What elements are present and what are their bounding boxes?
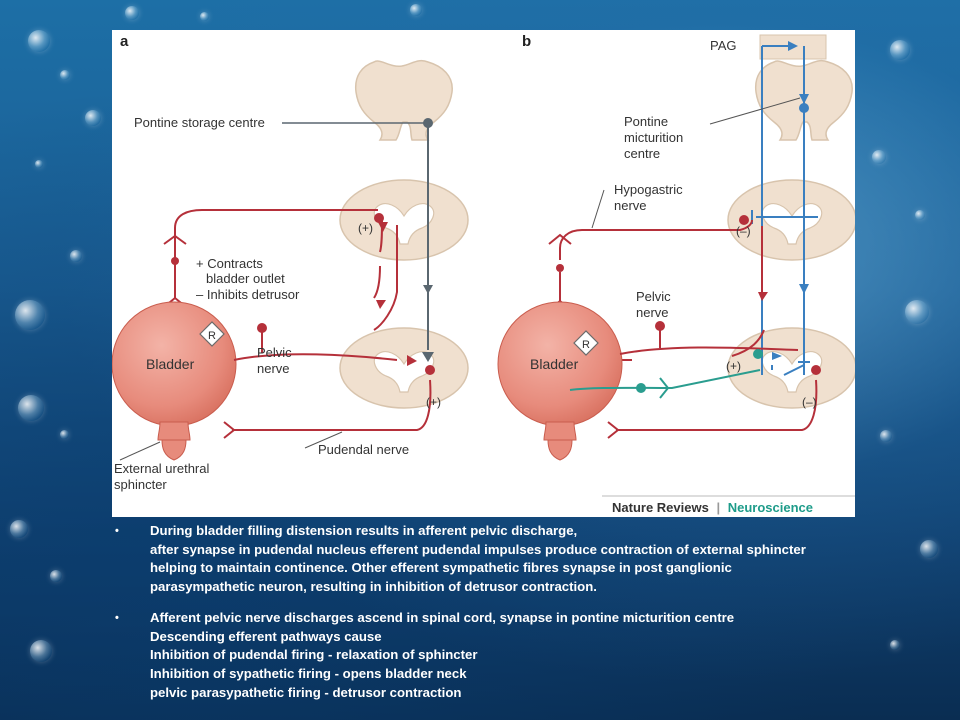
background-bubble <box>60 430 69 439</box>
plus-upper-a: (+) <box>358 221 373 235</box>
panel-b-label: b <box>522 33 532 50</box>
bladder-label-a: Bladder <box>146 356 195 372</box>
minus-upper-b: (–) <box>736 224 751 238</box>
background-bubble <box>890 640 900 650</box>
bullet-line: During bladder filling distension results in afferent pelvic discharge, <box>150 523 578 538</box>
minus-lower-b: (–) <box>802 395 817 409</box>
background-bubble <box>60 70 70 80</box>
background-bubble <box>10 520 28 538</box>
svg-text:R: R <box>582 339 590 351</box>
pelvic-nerve-label-b-1: Pelvic <box>636 289 671 304</box>
background-bubble <box>15 300 45 330</box>
pelvic-nerve-label-a-2: nerve <box>257 361 290 376</box>
background-bubble <box>18 395 44 421</box>
pontine-micturition-label-3: centre <box>624 146 661 161</box>
bullet-line: helping to maintain continence. Other efferent sympathetic fibres synapse in post ganglionic <box>150 560 732 576</box>
background-bubble <box>70 250 82 262</box>
sphincter-pointer-a <box>120 442 160 460</box>
bullet-marker: • <box>115 525 119 537</box>
bullet-item <box>112 522 852 597</box>
background-bubble <box>200 12 209 21</box>
background-bubble <box>125 6 139 20</box>
spinal-section-lower-b <box>728 328 855 408</box>
background-bubble <box>880 430 892 442</box>
background-bubble <box>890 40 910 60</box>
background-bubble <box>28 30 50 52</box>
spinal-section-lower-a <box>340 328 468 408</box>
bladder-b <box>498 302 622 460</box>
pons-shape-a <box>356 61 453 140</box>
background-bubble <box>872 150 886 164</box>
bladder-a <box>112 302 236 460</box>
credit-journal: Nature Reviews | Neuroscience <box>612 500 813 515</box>
contracts-line-2: bladder outlet <box>206 271 285 286</box>
bladder-label-b: Bladder <box>530 356 579 372</box>
hypogastric-nerve-label-2: nerve <box>614 198 647 213</box>
pontine-storage-label: Pontine storage centre <box>134 115 265 130</box>
bullet-marker: • <box>115 611 119 624</box>
background-bubble <box>50 570 62 582</box>
plus-lower-a: (+) <box>426 395 441 409</box>
urethral-sphincter-label-1: External urethral <box>114 461 210 476</box>
bullet-line: parasympathetic neuron, resulting in inhibition of detrusor contraction. <box>150 579 597 595</box>
bladder-neural-control-figure <box>112 30 855 517</box>
bullet-line: after synapse in pudendal nucleus efferent pudendal impulses produce contraction of external sphincter <box>150 541 806 557</box>
background-bubble <box>35 160 43 168</box>
background-bubble <box>905 300 929 324</box>
bullet-line: pelvic parasypathetic firing - detrusor contraction <box>150 684 462 700</box>
background-bubble <box>920 540 938 558</box>
spinal-section-upper-a <box>340 180 468 260</box>
contracts-line-3: – Inhibits detrusor <box>196 287 300 302</box>
pontine-micturition-label-1: Pontine <box>624 114 669 129</box>
panel-a-label: a <box>120 33 129 50</box>
svg-text:R: R <box>208 330 216 342</box>
background-bubble <box>410 4 422 16</box>
urethral-sphincter-label-2: sphincter <box>114 477 167 492</box>
notes-text <box>112 522 852 714</box>
pontine-micturition-label-2: micturition <box>624 130 684 145</box>
contracts-line-1: + Contracts <box>196 256 263 271</box>
bullet-line: Inhibition of pudendal firing - relaxation of sphincter <box>150 647 478 663</box>
bullet-item <box>112 609 852 703</box>
pelvic-nerve-label-b-2: nerve <box>636 305 669 320</box>
pudendal-nerve-label: Pudendal nerve <box>318 442 410 457</box>
background-bubble <box>30 640 52 662</box>
background-bubble <box>915 210 925 220</box>
pelvic-nerve-label-a-1: Pelvic <box>257 345 292 360</box>
bullet-line: Afferent pelvic nerve discharges ascend in spinal cord, synapse in pontine micturition centre <box>150 609 735 625</box>
bullet-line: Descending efferent pathways cause <box>150 628 382 644</box>
plus-lower-b: (+) <box>726 359 741 373</box>
background-bubble <box>85 110 101 126</box>
pag-label: PAG <box>710 38 737 53</box>
bullet-line: Inhibition of sypathetic firing - opens bladder neck <box>150 665 467 681</box>
hypogastric-nerve-label-1: Hypogastric <box>614 182 683 197</box>
